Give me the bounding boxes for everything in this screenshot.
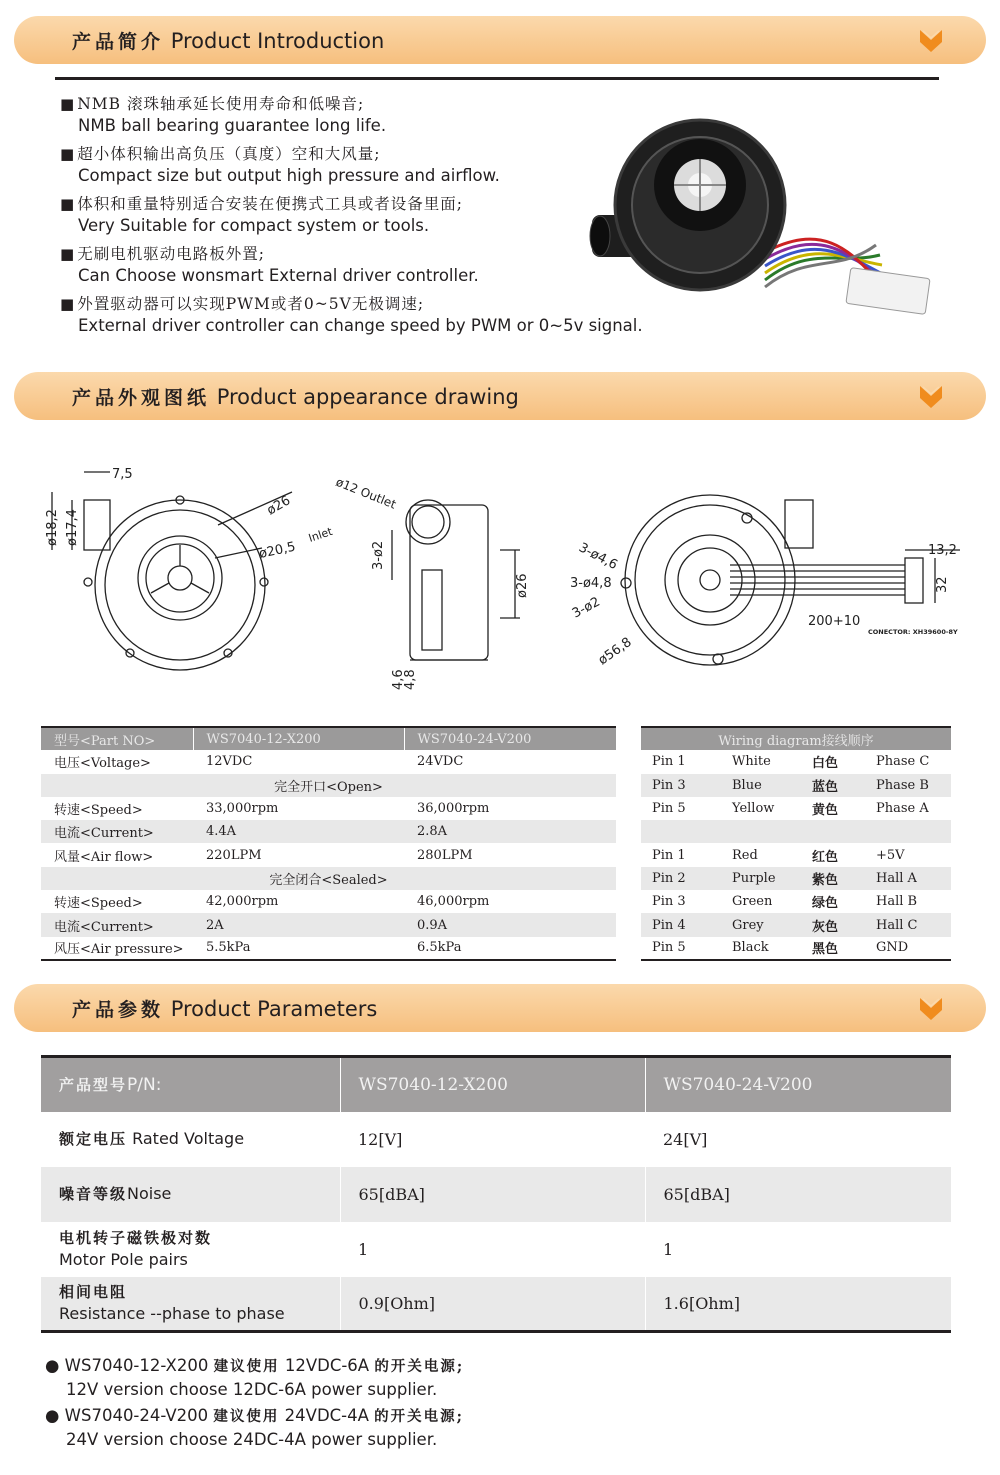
wiring-table [641, 726, 951, 961]
table-subheader-row: 完全开口<Open> [41, 774, 616, 797]
dim-label: Inlet [306, 524, 335, 545]
table-header-row: 产品型号P/N: WS7040-12-X200 WS7040-24-V200 [41, 1057, 951, 1112]
table-row: 电机转子磁铁极对数 Motor Pole pairs 1 1 [59, 1229, 674, 1269]
table-row: Pin 4 Grey 灰色 Hall C [641, 913, 951, 936]
table-row: 风量<Air flow> 220LPM 280LPM [54, 847, 473, 865]
dim-label: ø56,8 [595, 634, 635, 669]
table-row [641, 820, 951, 843]
table-header-row: 型号<Part NO> WS7040-12-X200 WS7040-24-V200 [41, 727, 616, 750]
dim-label: ø20,5 [257, 539, 297, 562]
dim-label: 3-ø2 [371, 540, 386, 570]
table-row: Pin 2 Purple 紫色 Hall A [641, 867, 951, 890]
table-row: 电压<Voltage> 12VDC 24VDC [54, 754, 464, 772]
table-row: 相间电阻 Resistance --phase to phase 0.9[Ohm] 1.6[Ohm] [41, 1277, 951, 1332]
section-title-drawing: 产品外观图纸 Product appearance drawing [72, 385, 519, 409]
table-row: 额定电压 Rated Voltage 12[V] 24[V] [59, 1129, 708, 1149]
intro-item: ■ 体积和重量特别适合安装在便携式工具或者设备里面; Very Suitable for compact system or tools. [60, 193, 600, 237]
section-banner-params [14, 984, 986, 1032]
dim-label: 3-ø4,8 [570, 576, 612, 591]
table-row: Pin 1 White 白色 Phase C [652, 754, 930, 772]
dim-label: 13,2 [928, 543, 957, 558]
table-row: Pin 3 Green 绿色 Hall B [652, 894, 918, 912]
section-banner-drawing [14, 372, 986, 420]
dim-label: 4,6 [391, 669, 406, 690]
power-supply-note: ● WS7040-12-X200 建议使用 12VDC-6A 的开关电源; 12V version choose 12DC-6A power supplier. [45, 1356, 465, 1399]
table-row: Pin 3 Blue 蓝色 Phase B [641, 774, 951, 797]
dim-label: ø18,2 [45, 509, 60, 546]
divider-top [55, 77, 939, 80]
dim-label: ø17,4 [65, 509, 80, 546]
dim-label: 3-ø4,6 [576, 540, 620, 574]
intro-item: ■ 超小体积输出高负压（真度）空和大风量; Compact size but output high pressure and airflow. [60, 143, 600, 187]
front-view-drawing [52, 472, 292, 670]
dim-label: ø12 Outlet [333, 474, 399, 512]
dim-label: 7,5 [112, 467, 133, 482]
table-row: 转速<Speed> 33,000rpm 36,000rpm [54, 801, 490, 819]
table-row: Pin 5 Black 黑色 GND [652, 940, 909, 958]
table-row: 风压<Air pressure> 5.5kPa 6.5kPa [54, 940, 462, 958]
chevron-down-icon [918, 28, 944, 54]
chevron-down-icon [918, 996, 944, 1022]
section-title-intro: 产品简介 Product Introduction [72, 29, 385, 53]
dim-label: ø26 [264, 493, 294, 519]
back-view-drawing [621, 495, 960, 665]
power-supply-note: ● WS7040-24-V200 建议使用 24VDC-4A 的开关电源; 24V version choose 24DC-4A power supplier. [45, 1406, 465, 1449]
dim-label: 200+10 [808, 614, 861, 629]
parameters-table [41, 1055, 951, 1333]
table-row: Pin 1 Red 红色 +5V [652, 847, 905, 865]
table-subheader-row: 完全闭合<Sealed> [41, 867, 616, 890]
dim-label: 3-ø2 [569, 594, 603, 622]
spec-table [41, 726, 616, 961]
product-photo [580, 95, 940, 335]
table-row: Pin 5 Yellow 黄色 Phase A [652, 801, 929, 819]
table-header-row: Wiring diagram接线顺序 [641, 727, 951, 750]
intro-item: ■ 外置驱动器可以实现PWM或者0~5V无极调速; External driver controller can change speed by PWM or 0~5v signal. [60, 293, 600, 337]
section-banner-intro [14, 16, 986, 64]
dim-label: 4,8 [403, 669, 418, 690]
dim-label: ø26 [515, 573, 530, 598]
section-title-params: 产品参数 Product Parameters [72, 997, 378, 1021]
dim-label: 32 [935, 576, 950, 593]
intro-item: ■ 无刷电机驱动电路板外置; Can Choose wonsmart External driver controller. [60, 243, 600, 287]
table-row: 电流<Current> 4.4A 2.8A [41, 820, 616, 843]
technical-drawings [30, 450, 980, 700]
side-view-drawing [392, 500, 520, 660]
table-row: 电流<Current> 2A 0.9A [41, 913, 616, 936]
chevron-down-icon [918, 384, 944, 410]
table-row: 转速<Speed> 42,000rpm 46,000rpm [54, 894, 490, 912]
table-row: 噪音等级Noise 65[dBA] 65[dBA] [41, 1167, 951, 1222]
intro-item: ■ NMB 滚珠轴承延长使用寿命和低噪音; NMB ball bearing guarantee long life. [60, 93, 600, 137]
dim-label: CONECTOR: XH39600-8Y [868, 628, 958, 636]
